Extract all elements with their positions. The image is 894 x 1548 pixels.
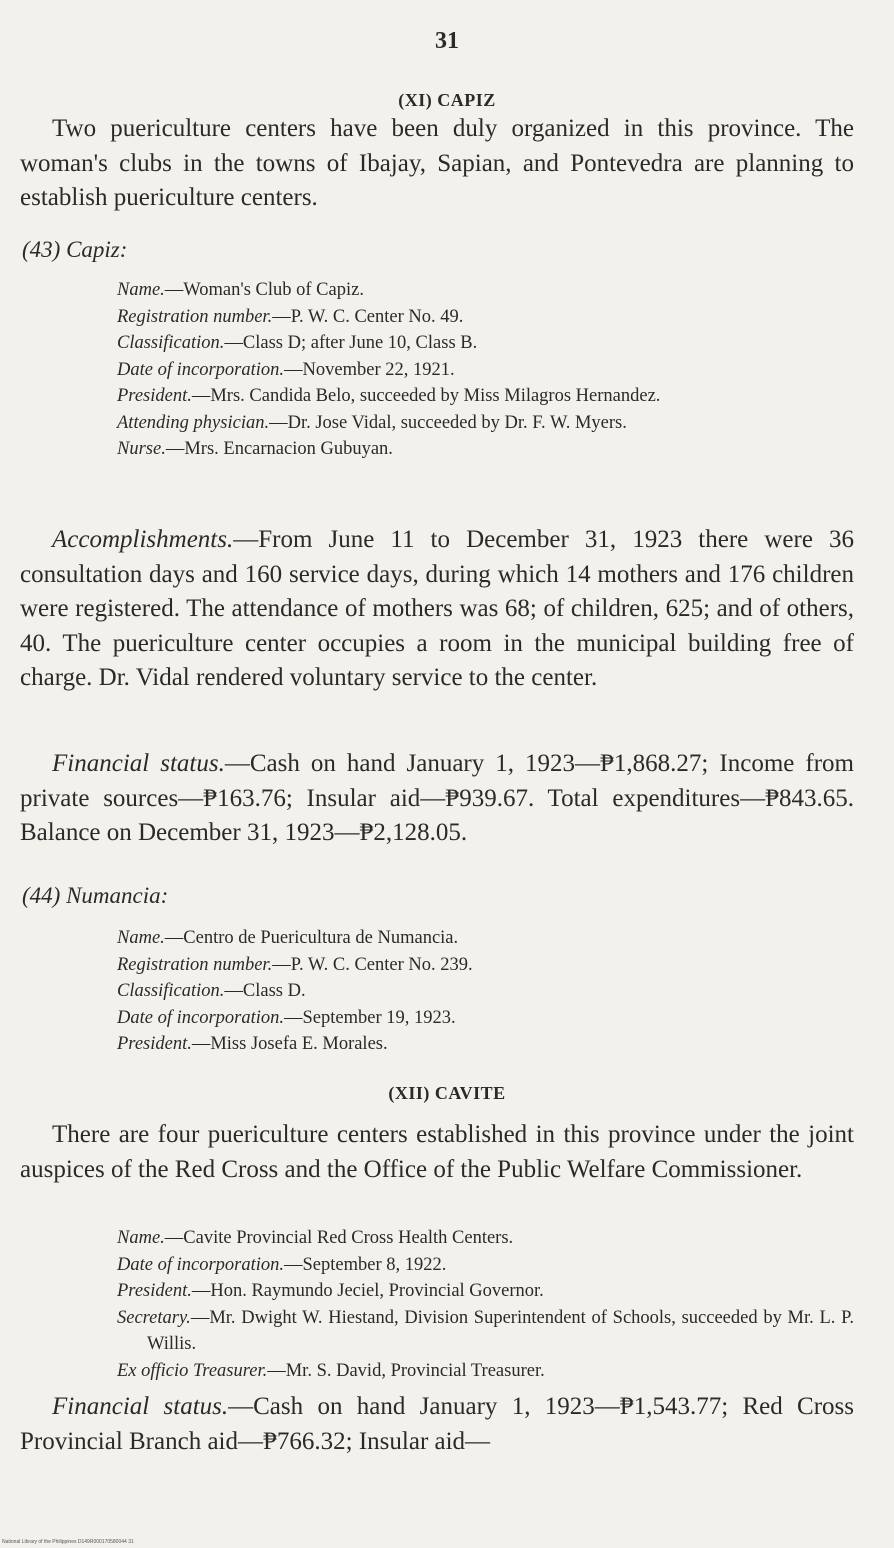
- entry-name: Name.—Cavite Provincial Red Cross Health Centers.: [117, 1228, 514, 1248]
- capiz-financial-paragraph: Financial status.—Cash on hand January 1, 1923—₱1,868.27; Income from private sources—₱163.76; Insular aid—₱939.67. Total expenditures—₱843.65. Balance on December 31, 1923—₱2,128.05.: [20, 750, 854, 846]
- section-title: CAVITE: [434, 1083, 506, 1103]
- section-heading-cavite: [0, 1083, 894, 1104]
- entry-attending-physician: Attending physician.—Dr. Jose Vidal, succeeded by Dr. F. W. Myers.: [117, 412, 627, 433]
- center-heading-capiz: [22, 237, 127, 263]
- center-number: (43): [22, 237, 61, 262]
- accomplishments-paragraph: Accomplishments.—From June 11 to December 31, 1923 there were 36 consultation days and 160 service days, during which 14 mothers and 176 children were registered. The attendance of mothers was 68; of children, 625; and of others, 40. The puericulture center occupies a room in the municipal building free of charge. Dr. Vidal rendered voluntary service to the center.: [20, 526, 854, 691]
- entry-president: President.—Miss Josefa E. Morales.: [117, 1034, 388, 1054]
- entry-president: President.—Hon. Raymundo Jeciel, Provincial Governor.: [117, 1281, 544, 1301]
- section-heading-capiz: [0, 90, 894, 111]
- entry-classification: Classification.—Class D.: [117, 981, 306, 1001]
- cavite-financial-paragraph: Financial status.—Cash on hand January 1, 1923—₱1,543.77; Red Cross Provincial Branch aid—₱766.32; Insular aid—: [20, 1393, 854, 1455]
- archive-footer-stamp: National Library of the Philippines D149R000170580044 31: [2, 1539, 134, 1545]
- numancia-entries: [117, 925, 854, 1058]
- center-name: Capiz:: [66, 237, 128, 262]
- entry-nurse: Nurse.—Mrs. Encarnacion Gubuyan.: [117, 439, 393, 459]
- entry-registration-number: Registration number.—P. W. C. Center No. 239.: [117, 954, 473, 975]
- center-name: Numancia:: [66, 883, 169, 908]
- entry-president: President.—Mrs. Candida Belo, succeeded by Miss Milagros Hernandez.: [117, 386, 661, 406]
- page-number: 31: [435, 28, 459, 54]
- center-number: (44): [22, 883, 61, 908]
- entry-date-of-incorporation: Date of incorporation.—September 19, 1923.: [117, 1007, 456, 1028]
- section-number: (XI): [398, 90, 433, 110]
- cavite-intro-paragraph: There are four puericulture centers established in this province under the joint auspices of the Red Cross and the Office of the Public Welfare Commissioner.: [20, 1121, 854, 1183]
- entry-classification: Classification.—Class D; after June 10, Class B.: [117, 333, 478, 353]
- entry-name: Name.—Centro de Puericultura de Numancia.: [117, 928, 459, 948]
- entry-name: Name.—Woman's Club of Capiz.: [117, 280, 364, 300]
- capiz-entries: [117, 277, 854, 463]
- section-title: CAPIZ: [437, 90, 496, 110]
- entry-ex-officio-treasurer: Ex officio Treasurer.—Mr. S. David, Provincial Treasurer.: [117, 1360, 545, 1381]
- entry-date-of-incorporation: Date of incorporation.—November 22, 1921.: [117, 359, 455, 380]
- entry-secretary: Secretary.—Mr. Dwight W. Hiestand, Division Superintendent of Schools, succeeded by Mr. L. P. Willis.: [117, 1307, 854, 1354]
- cavite-entries: [117, 1225, 854, 1384]
- entry-registration-number: Registration number.—P. W. C. Center No. 49.: [117, 306, 464, 327]
- capiz-intro-paragraph: Two puericulture centers have been duly organized in this province. The woman's clubs in the towns of Ibajay, Sapian, and Pontevedra are planning to establish puericulture centers.: [20, 115, 854, 211]
- center-heading-numancia: [22, 883, 168, 909]
- section-number: (XII): [388, 1083, 430, 1103]
- entry-date-of-incorporation: Date of incorporation.—September 8, 1922.: [117, 1254, 447, 1275]
